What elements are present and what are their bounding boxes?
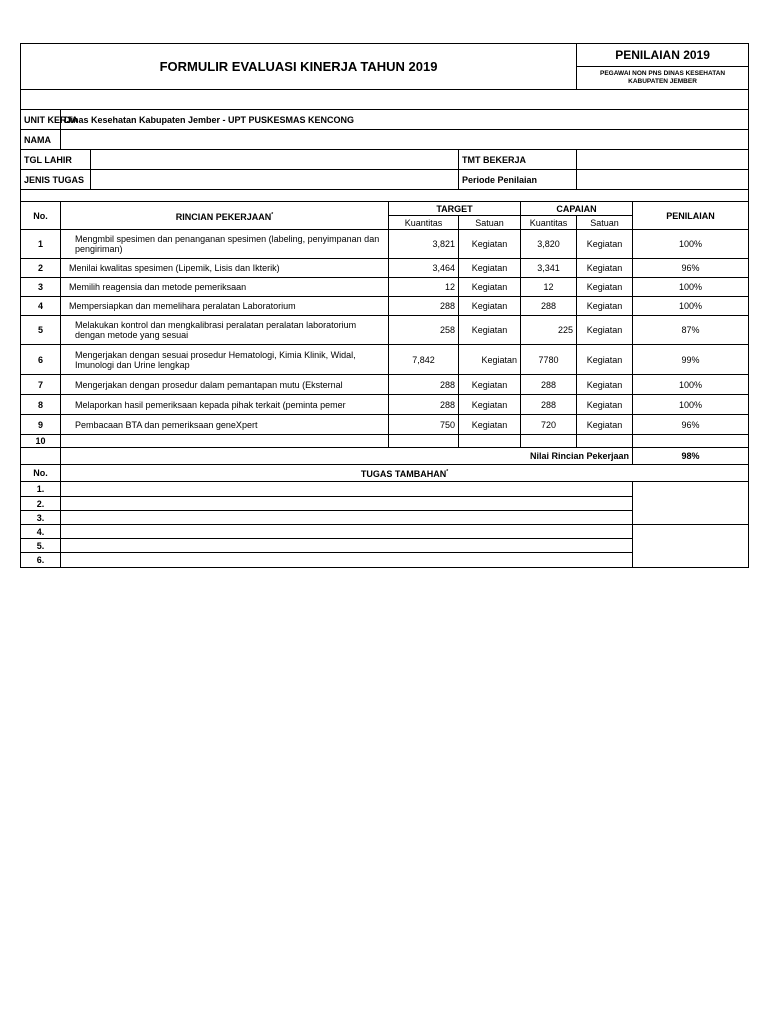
row-capaian-kuantitas: 12 [521,278,577,297]
spacer-row [21,190,749,202]
row-target-satuan: Kegiatan [459,230,521,259]
row-capaian-satuan: Kegiatan [577,230,633,259]
tambahan-score-a[interactable] [633,482,749,525]
row-target-kuantitas: 3,821 [389,230,459,259]
row-no: 8 [21,395,61,415]
no-header: No. [21,202,61,230]
row-capaian-satuan: Kegiatan [577,395,633,415]
row-desc: Menilai kwalitas spesimen (Lipemik, Lisis dan Ikterik) [61,259,389,278]
tambahan-desc[interactable] [61,539,633,553]
table-row [21,278,749,297]
table-row [21,482,749,497]
row-capaian-kuantitas: 288 [521,395,577,415]
row-target-kuantitas [389,435,459,448]
tambahan-no: 4. [21,525,61,539]
row-target-satuan: Kegiatan [459,345,521,375]
unit-kerja-label: UNIT KERJA [21,110,61,130]
nilai-rincian-label: Nilai Rincian Pekerjaan [61,448,633,465]
row-penilaian: 99% [633,345,749,375]
periode-penilaian-value[interactable] [577,170,749,190]
tambahan-no: 3. [21,511,61,525]
tambahan-desc[interactable] [61,525,633,539]
row-capaian-kuantitas: 720 [521,415,577,435]
table-row [21,230,749,259]
row-capaian-satuan: Kegiatan [577,415,633,435]
row-capaian-satuan [577,435,633,448]
row-target-satuan: Kegiatan [459,395,521,415]
row-no: 10 [21,435,61,448]
row-target-kuantitas: 3,464 [389,259,459,278]
nama-label: NAMA [21,130,61,150]
table-row [21,259,749,278]
row-capaian-satuan: Kegiatan [577,297,633,316]
table-row [21,395,749,415]
row-target-satuan: Kegiatan [459,278,521,297]
row-penilaian: 100% [633,230,749,259]
tgl-lahir-label: TGL LAHIR [21,150,91,170]
row-capaian-satuan: Kegiatan [577,375,633,395]
tambahan-no: 5. [21,539,61,553]
capaian-kuantitas-header: Kuantitas [521,216,577,230]
row-penilaian: 100% [633,375,749,395]
tambahan-no: 2. [21,497,61,511]
tgl-lahir-value[interactable] [91,150,459,170]
row-desc: Mempersiapkan dan memelihara peralatan Laboratorium [61,297,389,316]
row-target-satuan: Kegiatan [459,297,521,316]
tambahan-no: 1. [21,482,61,497]
tambahan-no-header: No. [21,465,61,482]
table-row [21,415,749,435]
row-no: 6 [21,345,61,375]
row-target-satuan: Kegiatan [459,415,521,435]
row-capaian-satuan: Kegiatan [577,345,633,375]
row-target-kuantitas: 288 [389,395,459,415]
target-satuan-header: Satuan [459,216,521,230]
table-row [21,435,749,448]
row-desc: Melakukan kontrol dan mengkalibrasi peralatan peralatan laboratorium dengan metode yang sesuai [61,316,389,345]
row-capaian-kuantitas: 7780 [521,345,577,375]
row-target-kuantitas: 750 [389,415,459,435]
tmt-bekerja-value[interactable] [577,150,749,170]
row-capaian-satuan: Kegiatan [577,259,633,278]
row-no: 7 [21,375,61,395]
rincian-header: RINCIAN PEKERJAAN* [61,202,389,230]
tambahan-desc[interactable] [61,511,633,525]
row-no: 2 [21,259,61,278]
row-capaian-kuantitas: 3,820 [521,230,577,259]
capaian-header: CAPAIAN [521,202,633,216]
table-row [21,375,749,395]
tambahan-score-b[interactable] [633,525,749,568]
nama-value[interactable] [61,130,749,150]
row-penilaian: 100% [633,278,749,297]
row-penilaian: 100% [633,395,749,415]
row-desc: Mengmbil spesimen dan penanganan spesimen (labeling, penyimpanan dan pengiriman) [61,230,389,259]
jenis-tugas-label: JENIS TUGAS [21,170,91,190]
row-desc: Mengerjakan dengan prosedur dalam pemantapan mutu (Eksternal [61,375,389,395]
row-no: 1 [21,230,61,259]
unit-kerja-value: Dinas Kesehatan Kabupaten Jember - UPT PUSKESMAS KENCONG [61,110,749,130]
row-target-kuantitas: 12 [389,278,459,297]
penilaian-subtitle: PEGAWAI NON PNS DINAS KESEHATAN KABUPATEN JEMBER [577,67,749,90]
row-desc: Pembacaan BTA dan pemeriksaan geneXpert [61,415,389,435]
target-header: TARGET [389,202,521,216]
row-capaian-satuan: Kegiatan [577,278,633,297]
row-penilaian: 96% [633,259,749,278]
nilai-empty-cell [21,448,61,465]
row-desc: Mengerjakan dengan sesuai prosedur Hematologi, Kimia Klinik, Widal, Imunologi dan Urine lengkap [61,345,389,375]
row-desc: Memilih reagensia dan metode pemeriksaan [61,278,389,297]
tambahan-no: 6. [21,553,61,568]
penilaian-title: PENILAIAN 2019 [577,44,749,67]
row-capaian-satuan: Kegiatan [577,316,633,345]
capaian-satuan-header: Satuan [577,216,633,230]
nilai-rincian-value: 98% [633,448,749,465]
row-target-kuantitas: 288 [389,375,459,395]
row-penilaian [633,435,749,448]
jenis-tugas-value[interactable] [91,170,459,190]
row-desc: Melaporkan hasil pemeriksaan kepada pihak terkait (peminta pemer [61,395,389,415]
table-row [21,345,749,375]
row-no: 3 [21,278,61,297]
row-target-satuan: Kegiatan [459,316,521,345]
tambahan-desc[interactable] [61,553,633,568]
row-capaian-kuantitas: 225 [521,316,577,345]
row-capaian-kuantitas: 288 [521,375,577,395]
row-capaian-kuantitas: 288 [521,297,577,316]
row-no: 4 [21,297,61,316]
target-kuantitas-header: Kuantitas [389,216,459,230]
row-penilaian: 96% [633,415,749,435]
table-row [21,316,749,345]
row-no: 5 [21,316,61,345]
table-row [21,525,749,539]
row-target-kuantitas: 258 [389,316,459,345]
row-penilaian: 87% [633,316,749,345]
row-desc [61,435,389,448]
row-penilaian: 100% [633,297,749,316]
row-target-kuantitas: 7,842 [389,345,459,375]
spacer-row [21,90,749,110]
evaluation-form [20,43,748,568]
form-title: FORMULIR EVALUASI KINERJA TAHUN 2019 [21,44,577,90]
periode-penilaian-label: Periode Penilaian [459,170,577,190]
tmt-bekerja-label: TMT BEKERJA [459,150,577,170]
tambahan-desc[interactable] [61,497,633,511]
row-target-satuan: Kegiatan [459,259,521,278]
tambahan-desc[interactable] [61,482,633,497]
form-table [20,43,749,568]
table-row [21,297,749,316]
row-no: 9 [21,415,61,435]
row-capaian-kuantitas [521,435,577,448]
row-target-kuantitas: 288 [389,297,459,316]
row-target-satuan [459,435,521,448]
tugas-tambahan-header: TUGAS TAMBAHAN* [61,465,749,482]
row-capaian-kuantitas: 3,341 [521,259,577,278]
penilaian-header: PENILAIAN [633,202,749,230]
row-target-satuan: Kegiatan [459,375,521,395]
